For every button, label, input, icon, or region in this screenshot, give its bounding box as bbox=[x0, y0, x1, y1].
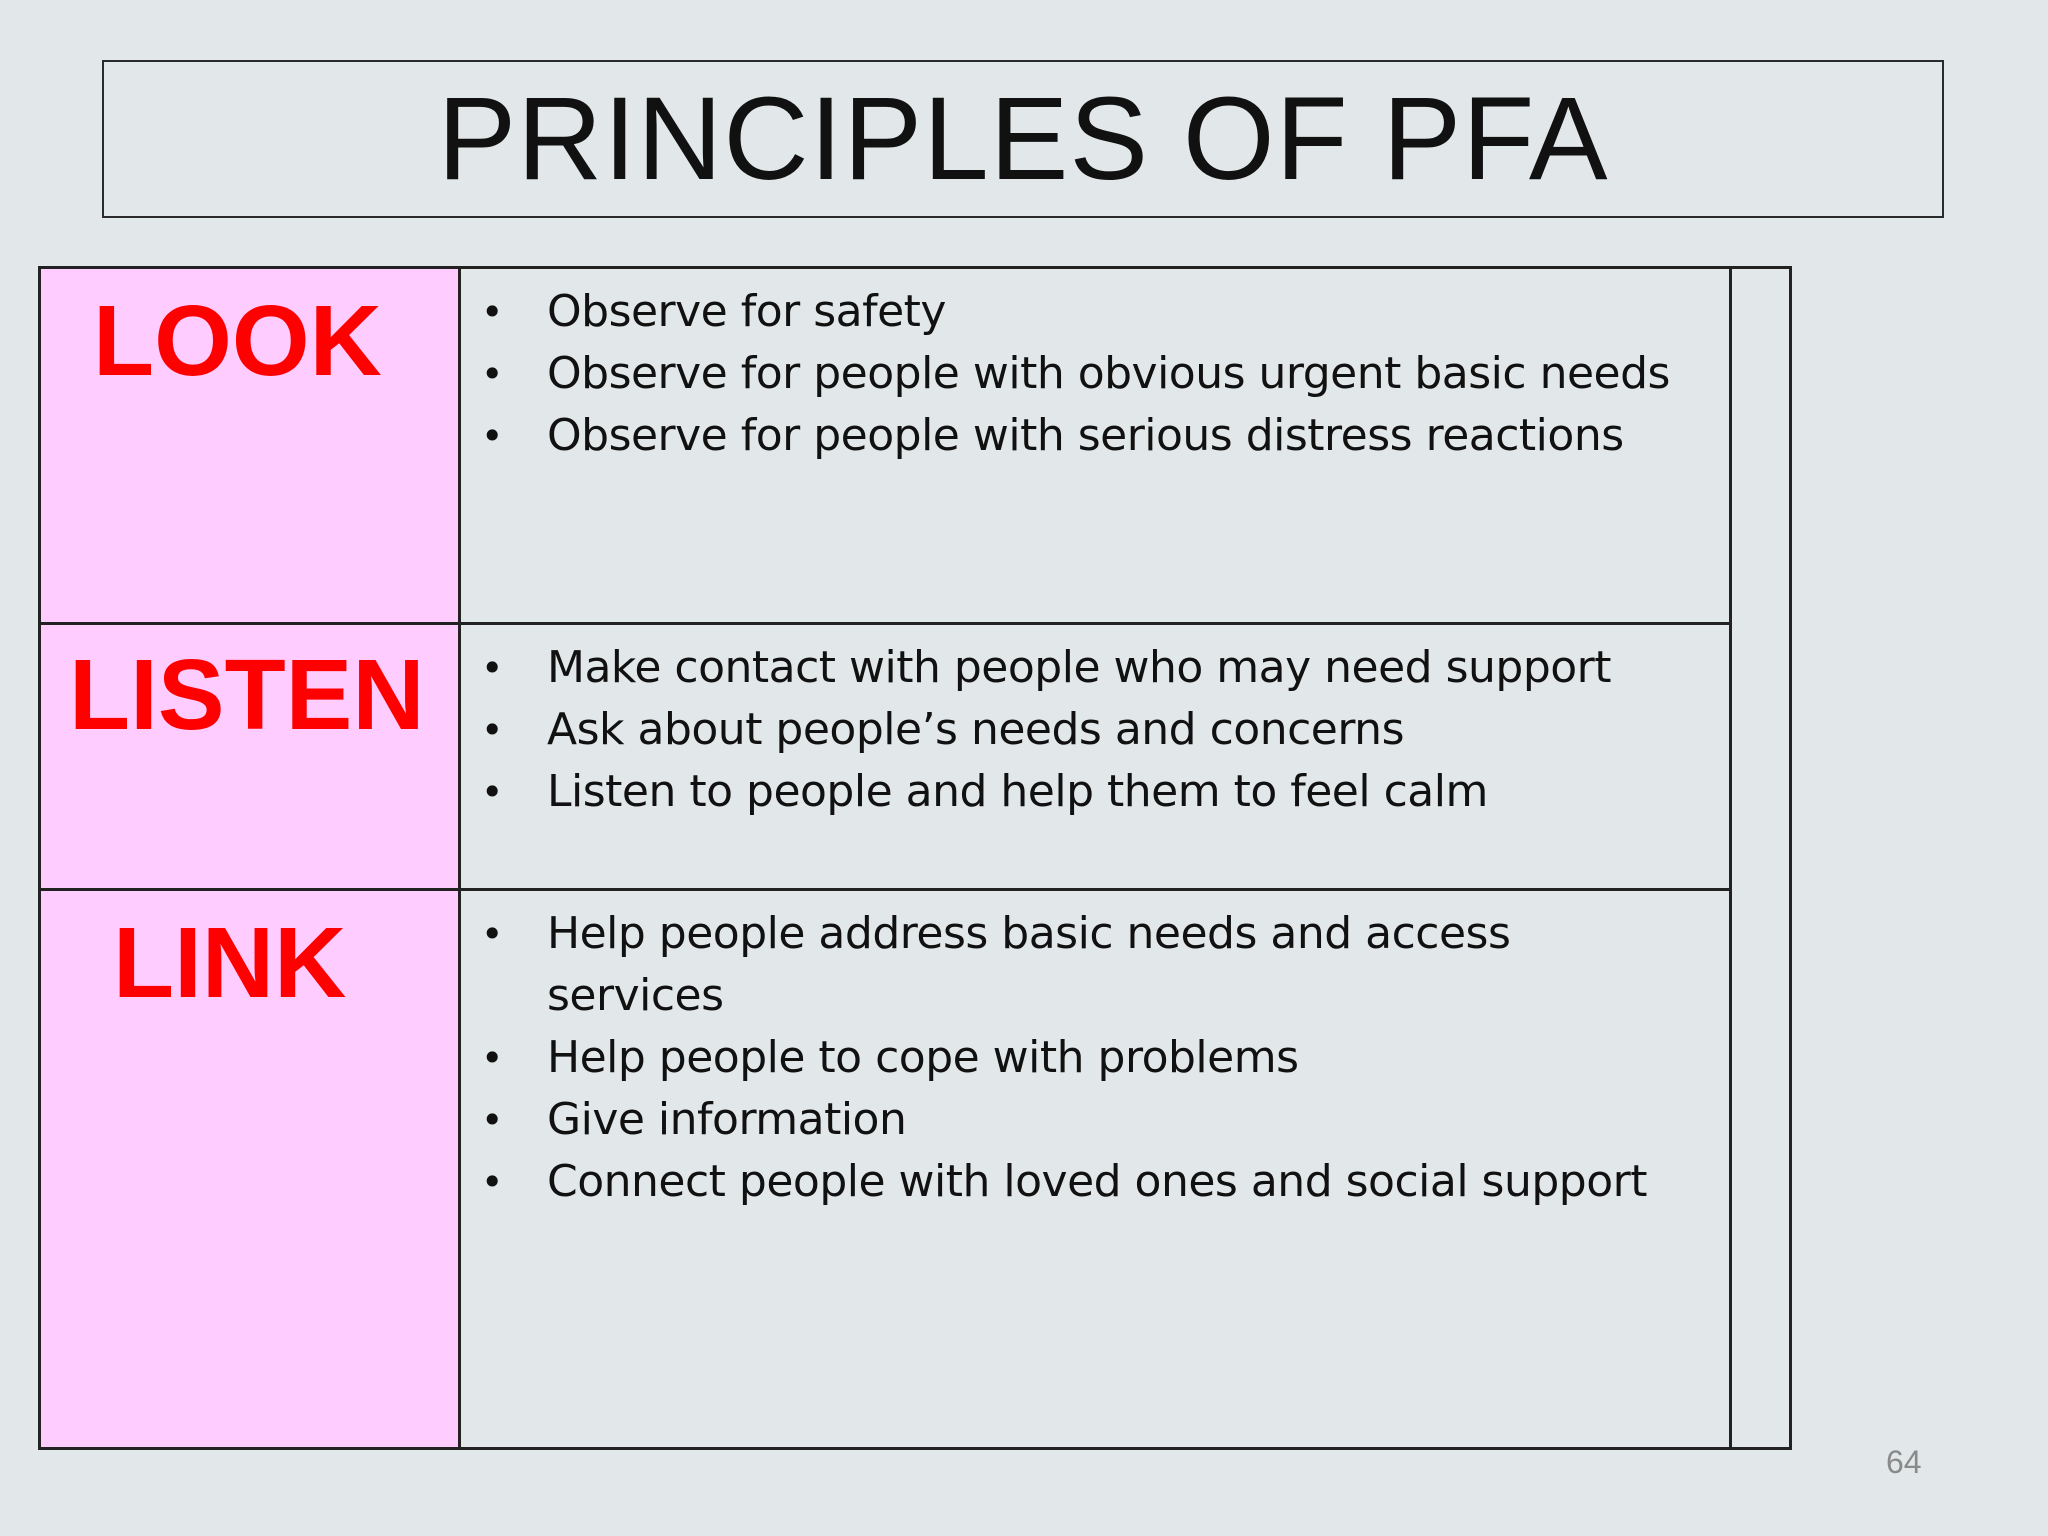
bullet-list-look bbox=[461, 281, 1691, 467]
page-number: 64 bbox=[1886, 1444, 1922, 1480]
content-cell-look bbox=[461, 269, 1729, 622]
bullet-item: • Listen to people and help them to feel calm bbox=[461, 761, 1691, 823]
table-row-link bbox=[41, 891, 1729, 1447]
bullet-item: • Observe for people with obvious urgent basic needs bbox=[461, 343, 1691, 405]
bullet-item: • Make contact with people who may need support bbox=[461, 637, 1691, 699]
bullet-item: • Help people address basic needs and access services bbox=[461, 903, 1691, 1027]
bullet-item: • Observe for safety bbox=[461, 281, 1691, 343]
table-row-listen bbox=[41, 625, 1729, 891]
row-label-look: LOOK bbox=[93, 285, 382, 397]
bullet-item: • Give information bbox=[461, 1089, 1691, 1151]
table-row-look bbox=[41, 269, 1729, 625]
content-cell-listen bbox=[461, 625, 1729, 888]
principles-table bbox=[38, 266, 1792, 1450]
slide-title: PRINCIPLES OF PFA bbox=[437, 73, 1609, 205]
bullet-item: • Observe for people with serious distress reactions bbox=[461, 405, 1691, 467]
row-label-listen: LISTEN bbox=[69, 639, 425, 751]
bullet-item: • Help people to cope with problems bbox=[461, 1027, 1691, 1089]
empty-column-divider bbox=[1729, 269, 1732, 1447]
label-cell-look bbox=[41, 269, 461, 622]
bullet-list-listen bbox=[461, 637, 1691, 823]
label-cell-link bbox=[41, 891, 461, 1447]
row-label-link: LINK bbox=[113, 907, 347, 1019]
bullet-item: • Connect people with loved ones and social support bbox=[461, 1151, 1691, 1213]
content-cell-link bbox=[461, 891, 1729, 1447]
label-cell-listen bbox=[41, 625, 461, 888]
bullet-list-link bbox=[461, 903, 1691, 1213]
bullet-item: • Ask about people’s needs and concerns bbox=[461, 699, 1691, 761]
title-box bbox=[102, 60, 1944, 218]
